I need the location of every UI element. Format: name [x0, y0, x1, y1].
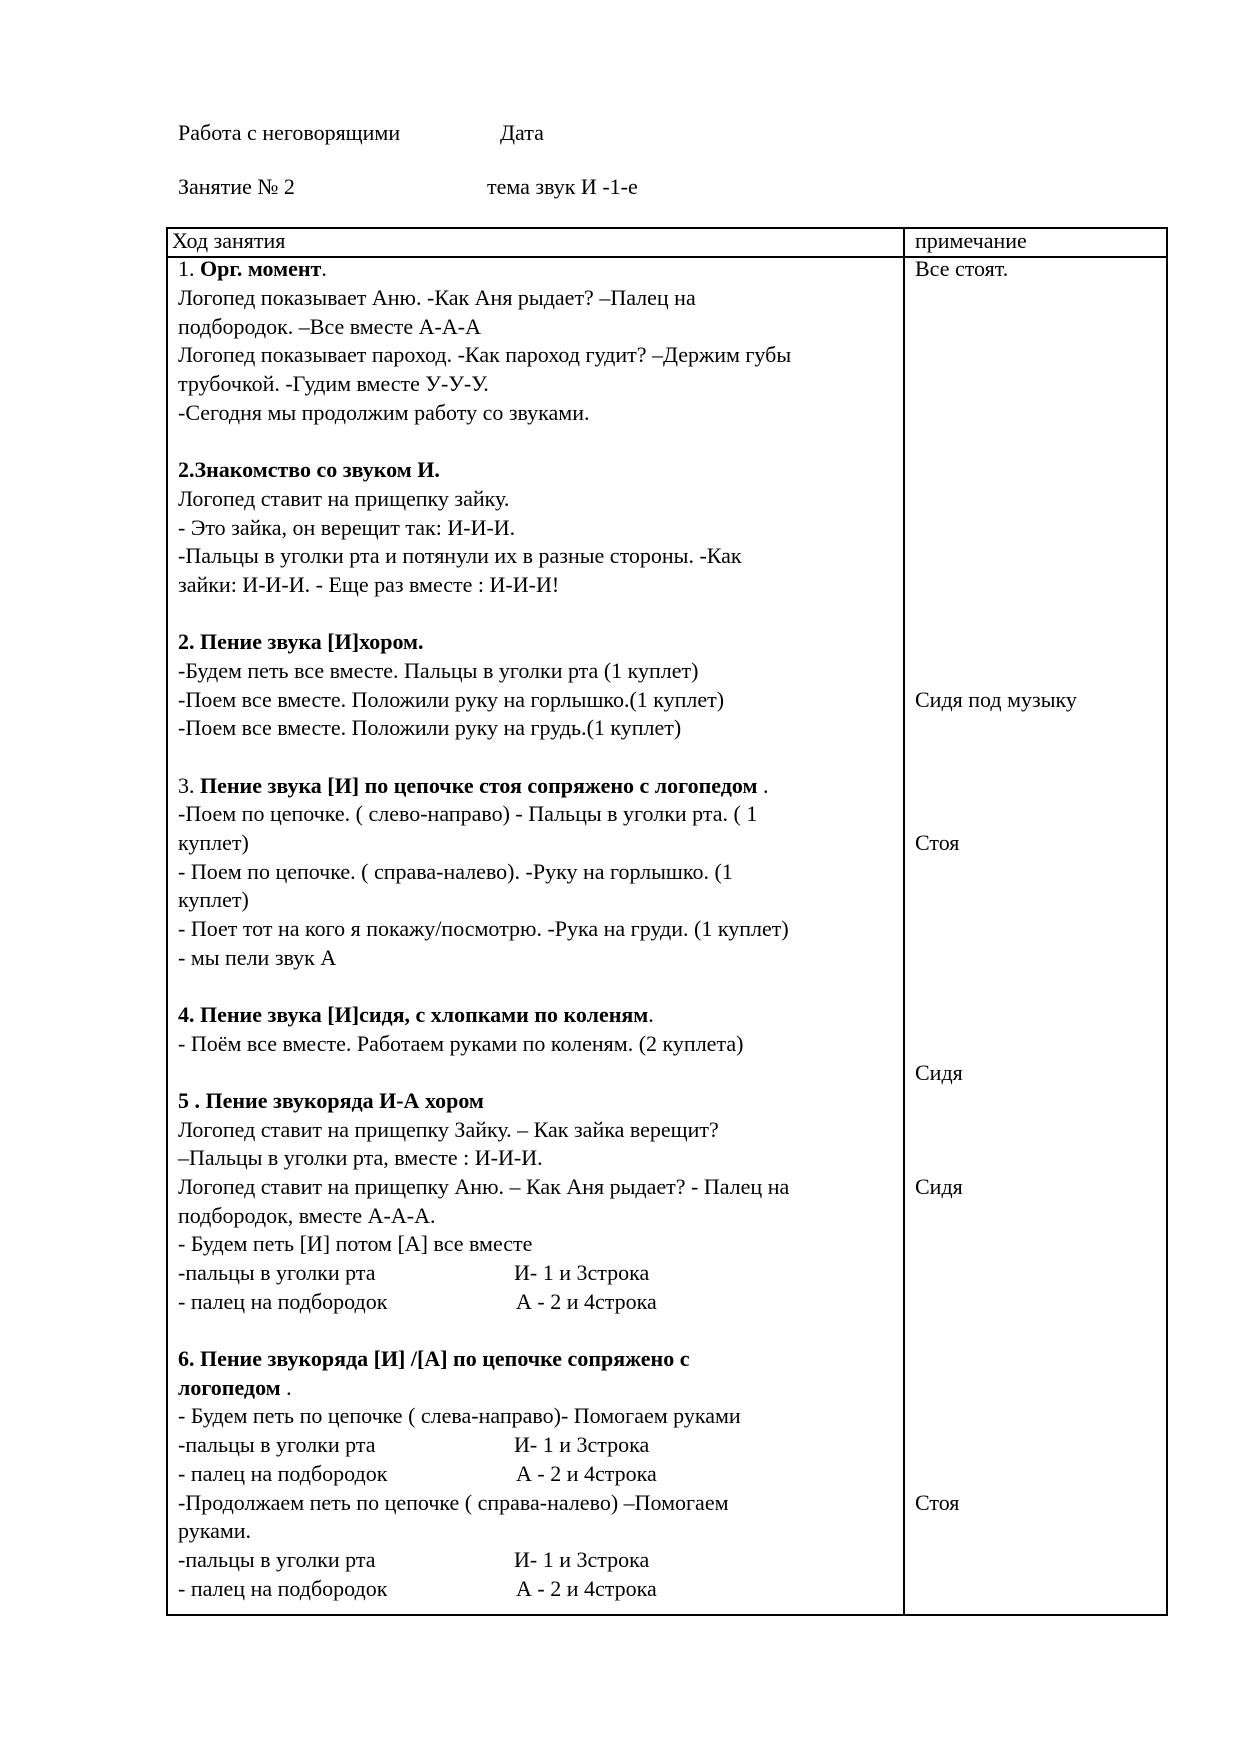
table-line: -пальцы в уголки рта [178, 1260, 376, 1285]
table-line: -Пальцы в уголки рта и потянули их в разные стороны. -Как [178, 543, 742, 568]
table-line: Логопед ставит на прищепку Зайку. – Как зайка верещит? [178, 1117, 719, 1142]
table-line: –Пальцы в уголки рта, вместе : И-И-И. [178, 1145, 543, 1170]
table-line-aside: И- 1 и 3строка [514, 1432, 650, 1457]
table-line-aside: А - 2 и 4строка [516, 1289, 657, 1314]
table-line: - палец на подбородок [178, 1461, 388, 1486]
table-line: - Поем по цепочке. ( справа-налево). -Руку на горлышко. (1 [178, 859, 733, 884]
table-line: -пальцы в уголки рта [178, 1547, 376, 1572]
table-line: -Поем все вместе. Положили руку на горлышко.(1 куплет) [178, 687, 725, 712]
section-heading: 2.Знакомство со звуком И. [178, 457, 440, 482]
section-heading: 4. Пение звука [И]сидя, с хлопками по коленям. [178, 1002, 654, 1027]
column-header-main: Ход занятия [172, 228, 286, 253]
note-cell: Сидя под музыку [915, 687, 1077, 712]
table-line: - мы пели звук А [178, 945, 337, 970]
table-line-aside: И- 1 и 3строка [514, 1547, 650, 1572]
note-cell: Стоя [915, 1490, 960, 1515]
note-cell: Сидя [915, 1060, 963, 1085]
table-line: -Продолжаем петь по цепочке ( справа-налево) –Помогаем [178, 1490, 729, 1515]
table-line: - Будем петь по цепочке ( слева-направо)- Помогаем руками [178, 1403, 741, 1428]
table-line: Логопед показывает пароход. -Как пароход гудит? –Держим губы [178, 342, 792, 367]
table-line: - Поём все вместе. Работаем руками по коленям. (2 куплета) [178, 1031, 744, 1056]
section-heading: 6. Пение звукоряда [И] /[А] по цепочке сопряжено с [178, 1346, 690, 1371]
note-cell: Сидя [915, 1174, 963, 1199]
header-work-title: Работа с неговорящими [178, 120, 401, 145]
table-line: - палец на подбородок [178, 1576, 388, 1601]
table-line: -Сегодня мы продолжим работу со звуками. [178, 400, 590, 425]
table-line-aside: А - 2 и 4строка [516, 1461, 657, 1486]
table-line: 1. Орг. момент. [178, 256, 327, 281]
table-line: - палец на подбородок [178, 1289, 388, 1314]
header-topic: тема звук И -1-е [487, 174, 638, 199]
table-line: подбородок, вместе А-А-А. [178, 1203, 436, 1228]
table-line: трубочкой. -Гудим вместе У-У-У. [178, 371, 489, 396]
table-line-aside: И- 1 и 3строка [514, 1260, 650, 1285]
section-heading: логопедом . [178, 1375, 292, 1400]
section-heading: 3. Пение звука [И] по цепочке стоя сопряжено с логопедом . [178, 773, 769, 798]
table-column-divider [903, 227, 905, 1616]
table-line: подбородок. –Все вместе А-А-А [178, 314, 481, 339]
table-line: -пальцы в уголки рта [178, 1432, 376, 1457]
table-line: руками. [178, 1518, 252, 1543]
table-line: Логопед ставит на прищепку зайку. [178, 486, 510, 511]
note-cell: Все стоят. [915, 256, 1009, 281]
note-cell: Стоя [915, 830, 960, 855]
table-line: Логопед показывает Аню. -Как Аня рыдает? –Палец на [178, 285, 696, 310]
header-lesson-number: Занятие № 2 [178, 174, 295, 199]
table-line-aside: А - 2 и 4строка [516, 1576, 657, 1601]
column-header-note: примечание [915, 228, 1027, 253]
table-line: -Будем петь все вместе. Пальцы в уголки рта (1 куплет) [178, 658, 699, 683]
table-line: куплет) [178, 887, 249, 912]
table-line: - Будем петь [И] потом [А] все вместе [178, 1231, 533, 1256]
table-line: Логопед ставит на прищепку Аню. – Как Аня рыдает? - Палец на [178, 1174, 790, 1199]
header-date-label: Дата [500, 120, 544, 145]
section-heading: 5 . Пение звукоряда И-А хором [178, 1088, 484, 1113]
table-line: -Поем по цепочке. ( слево-направо) - Пальцы в уголки рта. ( 1 [178, 801, 758, 826]
table-line: куплет) [178, 830, 249, 855]
table-line: зайки: И-И-И. - Еще раз вместе : И-И-И! [178, 572, 560, 597]
section-heading: 2. Пение звука [И]хором. [178, 629, 424, 654]
table-line: -Поем все вместе. Положили руку на грудь.(1 куплет) [178, 715, 682, 740]
table-line: - Это зайка, он верещит так: И-И-И. [178, 515, 516, 540]
table-line: - Поет тот на кого я покажу/посмотрю. -Рука на груди. (1 куплет) [178, 916, 789, 941]
